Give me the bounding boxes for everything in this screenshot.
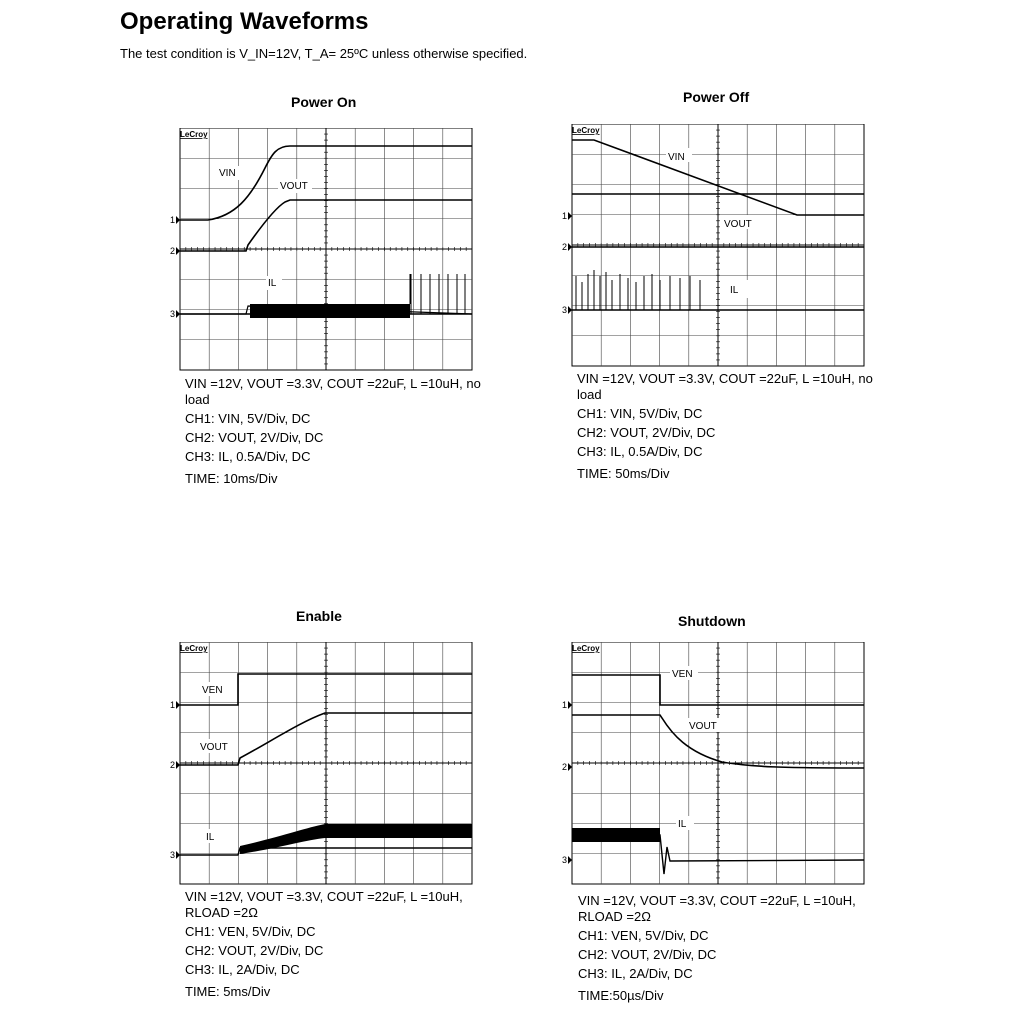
trace-il-spikes — [576, 270, 700, 310]
scope-grid — [180, 128, 472, 370]
scope-brand-logo: LeCroy — [572, 644, 600, 653]
ch2-marker: 2 — [562, 242, 568, 252]
label-ven: VEN — [672, 669, 693, 680]
scope-screen — [560, 642, 865, 887]
ch3-marker-arrow — [176, 851, 180, 859]
caption-time: TIME: 50ms/Div — [577, 466, 670, 481]
label-vout: VOUT — [280, 181, 308, 192]
scope-brand-logo: LeCroy — [180, 644, 208, 653]
caption-enable — [185, 889, 485, 1003]
scope-enable — [168, 642, 460, 884]
scope-screen — [168, 642, 473, 887]
panel-title-power-off: Power Off — [683, 89, 750, 105]
caption-time: TIME: 10ms/Div — [185, 471, 278, 486]
scope-shutdown — [560, 642, 852, 884]
ch2-marker: 2 — [562, 762, 568, 772]
caption-ch2: CH2: VOUT, 2V/Div, DC — [578, 947, 717, 962]
ch3-marker: 3 — [562, 305, 568, 315]
page-subtitle: The test condition is V_IN=12V, T_A= 25ºC unless otherwise specified. — [120, 46, 528, 61]
caption-ch3: CH3: IL, 0.5A/Div, DC — [577, 444, 703, 459]
caption-conditions: VIN =12V, VOUT =3.3V, COUT =22uF, L =10uH, RLOAD =2Ω — [185, 889, 463, 920]
caption-ch3: CH3: IL, 2A/Div, DC — [185, 962, 300, 977]
ch2-marker-arrow — [568, 763, 572, 771]
label-vin: VIN — [668, 152, 685, 163]
ch1-marker: 1 — [170, 215, 176, 225]
caption-ch1: CH1: VEN, 5V/Div, DC — [578, 928, 709, 943]
caption-ch2: CH2: VOUT, 2V/Div, DC — [185, 943, 324, 958]
trace-il-spikes — [410, 274, 465, 314]
ch1-marker-arrow — [176, 216, 180, 224]
label-il: IL — [206, 832, 215, 843]
label-il: IL — [268, 278, 277, 289]
trace-il-ripple — [250, 304, 410, 318]
caption-conditions: VIN =12V, VOUT =3.3V, COUT =22uF, L =10uH, no load — [185, 376, 481, 407]
caption-time: TIME:50µs/Div — [578, 988, 664, 1003]
panel-title-shutdown: Shutdown — [678, 613, 746, 629]
ch1-marker-arrow — [568, 212, 572, 220]
scope-grid — [572, 124, 864, 366]
caption-ch1: CH1: VIN, 5V/Div, DC — [185, 411, 311, 426]
label-vout: VOUT — [724, 219, 752, 230]
ch3-marker: 3 — [170, 309, 176, 319]
scope-power-off — [560, 124, 852, 366]
scope-screen — [168, 128, 473, 373]
ch1-marker: 1 — [562, 700, 568, 710]
ch1-marker-arrow — [568, 701, 572, 709]
label-vout: VOUT — [200, 742, 228, 753]
caption-power-on — [185, 376, 485, 490]
caption-ch2: CH2: VOUT, 2V/Div, DC — [185, 430, 324, 445]
panel-title-enable: Enable — [296, 608, 342, 624]
scope-power-on — [168, 128, 460, 370]
panel-title-power-on: Power On — [291, 94, 357, 110]
scope-grid — [572, 642, 864, 884]
ch1-marker: 1 — [170, 700, 176, 710]
trace-il-ripple — [240, 824, 472, 854]
caption-conditions: VIN =12V, VOUT =3.3V, COUT =22uF, L =10uH, RLOAD =2Ω — [578, 893, 856, 924]
caption-shutdown — [578, 893, 878, 1007]
caption-ch3: CH3: IL, 0.5A/Div, DC — [185, 449, 311, 464]
ch2-marker-arrow — [176, 247, 180, 255]
ch1-marker-arrow — [176, 701, 180, 709]
ch2-marker-arrow — [568, 243, 572, 251]
label-il: IL — [678, 819, 687, 830]
caption-ch1: CH1: VEN, 5V/Div, DC — [185, 924, 316, 939]
caption-power-off — [577, 371, 877, 485]
ch2-marker-arrow — [176, 761, 180, 769]
label-vin: VIN — [219, 168, 236, 179]
scope-screen — [560, 124, 865, 369]
ch3-marker-arrow — [568, 856, 572, 864]
ch3-marker-arrow — [176, 310, 180, 318]
ch1-marker: 1 — [562, 211, 568, 221]
label-il: IL — [730, 285, 739, 296]
page-title: Operating Waveforms — [120, 8, 369, 35]
caption-time: TIME: 5ms/Div — [185, 984, 271, 999]
scope-brand-logo: LeCroy — [572, 126, 600, 135]
ch3-marker-arrow — [568, 306, 572, 314]
label-vout: VOUT — [689, 721, 717, 732]
ch2-marker: 2 — [170, 760, 176, 770]
caption-conditions: VIN =12V, VOUT =3.3V, COUT =22uF, L =10uH, no load — [577, 371, 873, 402]
caption-ch3: CH3: IL, 2A/Div, DC — [578, 966, 693, 981]
ch3-marker: 3 — [562, 855, 568, 865]
scope-brand-logo: LeCroy — [180, 130, 208, 139]
label-ven: VEN — [202, 685, 223, 696]
caption-ch1: CH1: VIN, 5V/Div, DC — [577, 406, 703, 421]
ch3-marker: 3 — [170, 850, 176, 860]
caption-ch2: CH2: VOUT, 2V/Div, DC — [577, 425, 716, 440]
ch2-marker: 2 — [170, 246, 176, 256]
